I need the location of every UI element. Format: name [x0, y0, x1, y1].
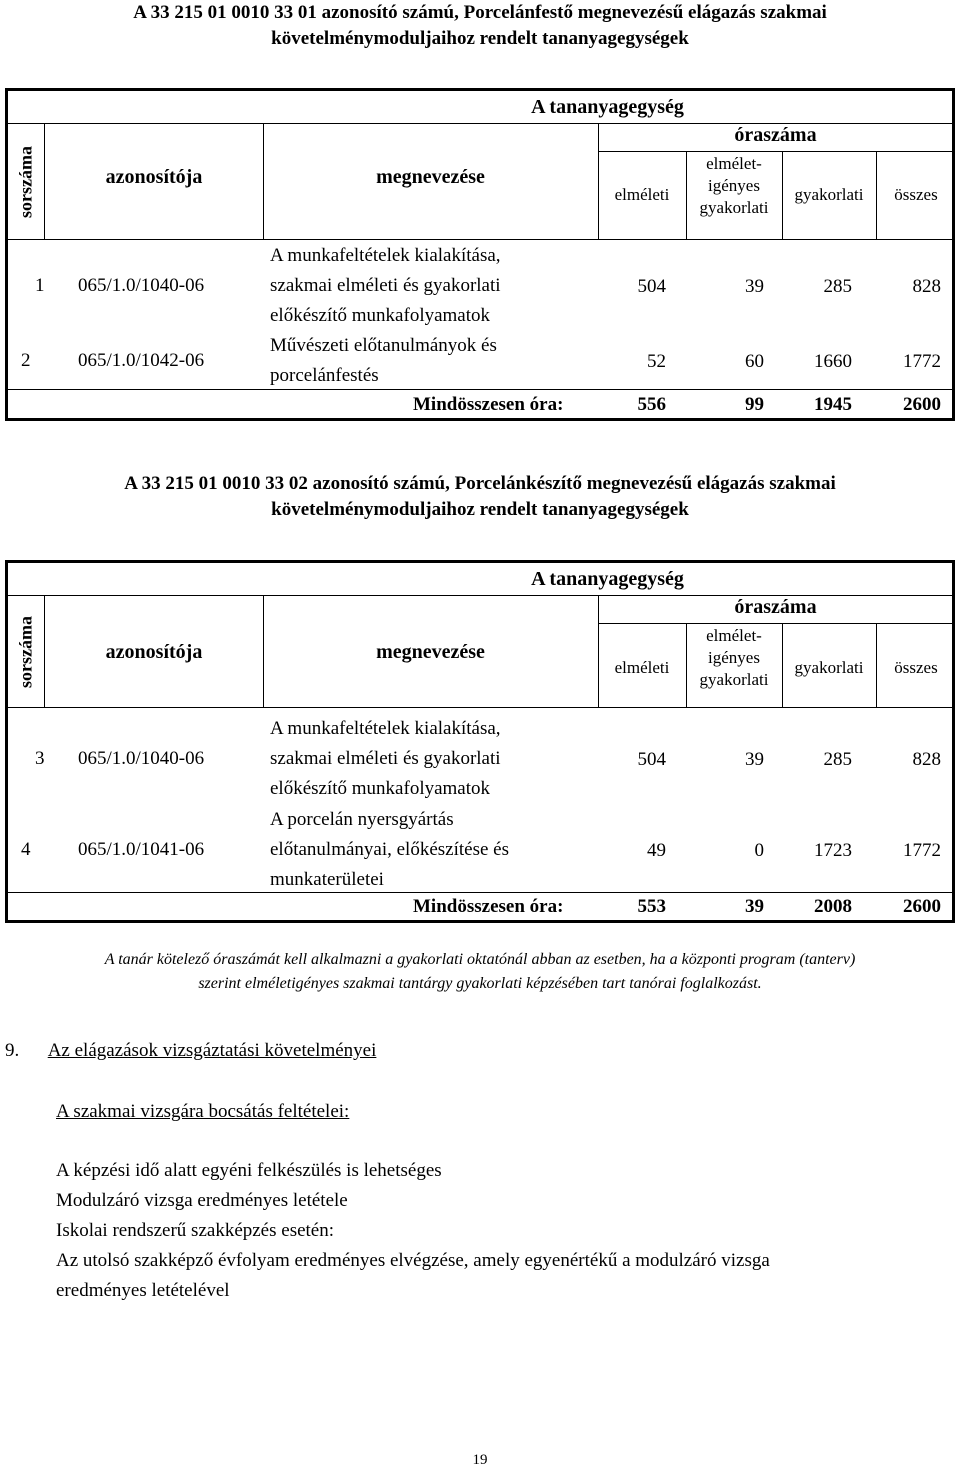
header-elmeleti: elméleti	[614, 185, 670, 204]
header-sorszama: sorszáma	[8, 123, 45, 239]
header-megnevezese: megnevezése	[376, 166, 485, 188]
header-gyakorlati: gyakorlati	[794, 658, 864, 677]
section2-title	[0, 471, 960, 523]
section1-title-line2: követelménymoduljaihoz rendelt tananyagegységek	[271, 28, 689, 49]
header-oraszama: óraszáma	[734, 596, 817, 618]
header-elmeleti: elméleti	[614, 658, 670, 677]
header-megnevezese: megnevezése	[376, 641, 485, 663]
section-number: 9.	[5, 1040, 20, 1061]
condition-line-1: A képzési idő alatt egyéni felkészülés is lehetséges	[56, 1160, 442, 1181]
curriculum-table-1: A tananyagegység sorszáma azonosítója megnevezése óraszáma elméleti elmélet- igényes gyakorlati gyakorlati összes 1 065/1.0/1040-06 A munkafeltételek kialakítása, szakmai elméleti és gyakorlati előkészítő munkafolyamatok 504 39 285 828 2 065/1.0/1042-06 Művészeti előtanulmányok és porcelánfestés 52 60 1660 1772 Mindösszesen óra: 556 99 1945 2600	[5, 88, 955, 421]
header-azonositoja: azonosítója	[105, 166, 203, 188]
header-oraszama: óraszáma	[734, 124, 817, 146]
section1-title-line1: A 33 215 01 0010 33 01 azonosító számú, Porcelánfestő megnevezésű elágazás szakmai	[133, 2, 827, 23]
condition-line-4: Az utolsó szakképző évfolyam eredményes elvégzése, amely egyenértékű a modulzáró vizsga	[56, 1250, 770, 1271]
teacher-note: A tanár kötelező óraszámát kell alkalmazni a gyakorlati oktatónál abban az esetben, ha a központi program (tanterv) szerint elméletigényes szakmai tantárgy gyakorlati képzésében tart tanórai foglalkozást.	[104, 951, 856, 992]
header-tananyagegyseg: A tananyagegység	[531, 568, 684, 590]
header-elmeletigenyes: elmélet- igényes gyakorlati	[699, 154, 769, 217]
curriculum-table-2: A tananyagegység sorszáma azonosítója megnevezése óraszáma elméleti elmélet- igényes gyakorlati gyakorlati összes 3 065/1.0/1040-06 A munkafeltételek kialakítása, szakmai elméleti és gyakorlati előkészítő munkafolyamatok 504 39 285 828 4 065/1.0/1041-06 A porcelán nyersgyártás előtanulmányai, előkészítése és munkaterületei 49 0 1723 1772 Mindösszesen óra: 553 39 2008 2600	[5, 560, 955, 923]
section9-heading	[5, 1036, 376, 1066]
condition-line-3: Iskolai rendszerű szakképzés esetén:	[56, 1220, 335, 1241]
section2-title-line1: A 33 215 01 0010 33 02 azonosító számú, Porcelánkészítő megnevezésű elágazás szakmai	[124, 473, 836, 494]
condition-line-5: eredményes letételével	[56, 1280, 230, 1301]
header-gyakorlati: gyakorlati	[794, 185, 864, 204]
page-number: 19	[472, 1452, 488, 1468]
section1-title	[0, 0, 960, 52]
header-osszes: összes	[894, 185, 938, 204]
section9-subheading: A szakmai vizsgára bocsátás feltételei:	[56, 1101, 350, 1122]
condition-line-2: Modulzáró vizsga eredményes letétele	[56, 1190, 348, 1211]
section2-title-line2: követelménymoduljaihoz rendelt tananyagegységek	[271, 499, 689, 520]
header-elmeletigenyes: elmélet- igényes gyakorlati	[699, 626, 769, 689]
header-azonositoja: azonosítója	[105, 641, 203, 663]
section-heading-text: Az elágazások vizsgáztatási követelményei	[47, 1040, 377, 1061]
header-sorszama: sorszáma	[8, 595, 45, 707]
header-tananyagegyseg: A tananyagegység	[531, 96, 684, 118]
header-osszes: összes	[894, 658, 938, 677]
